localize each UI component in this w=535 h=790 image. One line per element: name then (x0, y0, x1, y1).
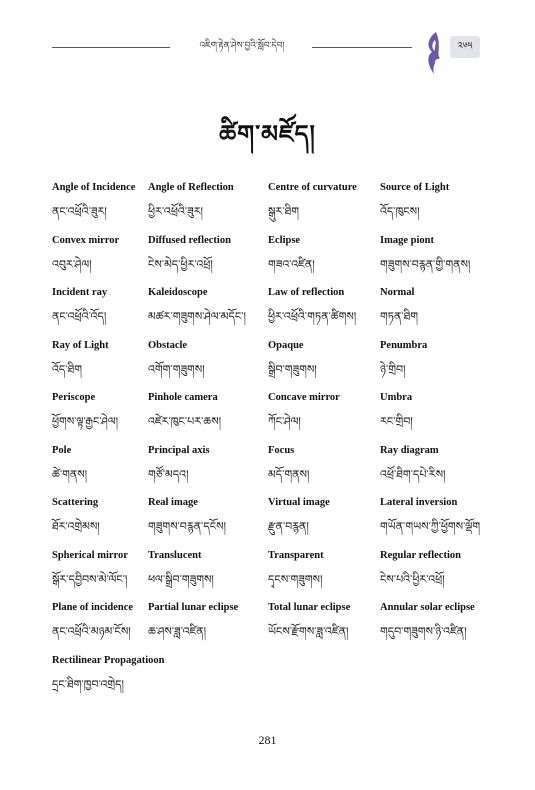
english-term: Pole (52, 444, 72, 456)
glossary-entry (380, 180, 492, 233)
english-term: Rectilinear Propagatioon (52, 654, 165, 666)
english-term: Image piont (380, 234, 434, 246)
glossary-grid (52, 180, 492, 705)
tibetan-term: ཆ་ཤས་ཟླ་འཛིན། (148, 625, 207, 638)
tibetan-term: ནང་འཕྲོའི་ཟུར། (52, 205, 107, 218)
english-term: Angle of Reflection (148, 182, 234, 193)
tibetan-term: རང་གྲིབ། (380, 415, 413, 428)
tibetan-term: སྒྲིབ་གཟུགས། (268, 362, 317, 376)
tibetan-term: གཟའ་འཛིན། (268, 257, 315, 271)
tibetan-term: ངེས་པའི་ཕྱིར་འཕྲོ། (380, 572, 445, 586)
tibetan-term: ངེས་མེད་ཕྱིར་འཕྲོ། (148, 257, 213, 271)
glossary-entry (148, 548, 268, 601)
header-rule-left (52, 47, 170, 48)
tibetan-term: གཙོ་མདའ། (148, 467, 189, 481)
english-term: Kaleidoscope (148, 287, 208, 298)
english-term: Law of reflection (268, 287, 345, 298)
tibetan-term: ཕྱོགས་ལྟ་རྒྱང་ཤེལ། (52, 415, 119, 428)
english-term: Centre of curvature (268, 182, 357, 193)
english-term: Umbra (380, 392, 413, 403)
tibetan-term: ཡོངས་རྫོགས་ཟླ་འཛིན། (268, 625, 349, 638)
tibetan-term: གཟུགས་བརྙན་དངོས། (148, 520, 226, 533)
tibetan-term: ཚེ་གནས། (52, 467, 88, 481)
tibetan-term: མདོ་གནས། (268, 467, 310, 481)
english-term: Ray diagram (380, 444, 439, 456)
english-term: Spherical mirror (52, 549, 128, 561)
english-term: Angle of Incidence (52, 182, 136, 193)
glossary-entry (148, 285, 268, 338)
tibetan-term: གདུབ་གཟུགས་ཉི་འཛིན། (380, 625, 467, 638)
tibetan-term: ནང་འཕྲོའི་མཉམ་ངོས། (52, 625, 131, 638)
glossary-entry (52, 548, 148, 601)
english-term: Convex mirror (52, 234, 120, 246)
tibetan-term: འོད་ཁུངས། (380, 205, 420, 218)
tibetan-term: འཕྲོ་ཐིག་དཔེ་རིས། (380, 467, 446, 481)
english-term: Periscope (52, 392, 96, 403)
english-term: Regular reflection (380, 549, 461, 561)
tibetan-term: སྒུར་ཐིག (268, 205, 299, 218)
tibetan-term: འབུར་ཤེལ། (52, 257, 92, 271)
glossary-entry (52, 338, 148, 391)
glossary-entry (268, 443, 380, 496)
tibetan-term: གཟུགས་བརྙན་གྱི་གནས། (380, 257, 471, 271)
glossary-entry (52, 443, 148, 496)
glossary-entry (148, 338, 268, 391)
tibetan-term: འགོག་གཟུགས། (148, 362, 205, 376)
tibetan-term: རྫུན་བརྙན། (268, 520, 309, 533)
glossary-entry (268, 285, 380, 338)
tibetan-term: དྲང་ཐིག་ཁྱབ་འགྲེད། (52, 677, 124, 691)
glossary-entry (52, 390, 148, 443)
tibetan-term: ཐོར་འགྲེམས། (52, 520, 100, 533)
english-term: Ray of Light (52, 339, 109, 351)
english-term: Plane of incidence (52, 602, 134, 613)
glossary-entry (268, 233, 380, 286)
tibetan-term: གཏན་ཐིག (380, 310, 419, 323)
tibetan-term: མཚར་གཟུགས་ཤེལ་མདོང་། (148, 310, 246, 323)
glossary-entry (380, 443, 492, 496)
glossary-entry (380, 338, 492, 391)
english-term: Partial lunar eclipse (148, 602, 239, 613)
glossary-entry (268, 600, 380, 653)
english-term: Total lunar eclipse (268, 602, 351, 613)
tibetan-term: ནང་འཕྲོའི་འོད། (52, 310, 107, 323)
glossary-entry (52, 180, 148, 233)
english-term: Pinhole camera (148, 392, 218, 403)
glossary-entry (52, 600, 148, 653)
glossary-entry (268, 390, 380, 443)
glossary-entry (52, 285, 148, 338)
running-header-title: འཇིག་རྟེན་ཤེས་བྱའི་སློབ་དེབ། (199, 41, 285, 51)
glossary-entry (268, 548, 380, 601)
glossary-entry (380, 233, 492, 286)
tibetan-term: དྭངས་གཟུགས། (268, 572, 323, 586)
glossary-entry (148, 233, 268, 286)
glossary-entry (268, 338, 380, 391)
header-rule-right (312, 47, 412, 48)
tibetan-term: འཛེར་ཁུང་པར་ཆས། (148, 415, 222, 428)
glossary-entry (148, 495, 268, 548)
english-term: Obstacle (148, 339, 188, 351)
english-term: Source of Light (380, 182, 450, 193)
tibetan-term: གཡོན་གཡས་ཀྱི་ཕྱོགས་ལྡོག (380, 520, 481, 533)
english-term: Translucent (148, 549, 202, 561)
english-term: Annular solar eclipse (380, 602, 475, 613)
flame-ornament-icon (422, 30, 448, 76)
glossary-entry (52, 653, 165, 706)
glossary-entry (52, 495, 148, 548)
glossary-entry (380, 285, 492, 338)
english-term: Focus (268, 444, 295, 456)
tibetan-term: སྒོར་དབྱིབས་མེ་ལོང་། (52, 572, 128, 586)
glossary-entry (52, 233, 148, 286)
english-term: Real image (148, 497, 198, 508)
english-term: Opaque (268, 339, 304, 351)
tibetan-term: ཕལ་སྒྲིབ་གཟུགས། (148, 572, 214, 586)
tibetan-term: ཕྱིར་འཕྲོའི་གཏན་ཚིགས། (268, 310, 357, 323)
glossary-entry (380, 495, 492, 548)
english-term: Incident ray (52, 287, 108, 298)
glossary-entry (380, 390, 492, 443)
folio-number: ༢༦༥ (450, 36, 480, 58)
page-number: 281 (258, 733, 277, 747)
english-term: Lateral inversion (380, 497, 458, 508)
glossary-entry (148, 600, 268, 653)
folio-badge (422, 30, 480, 76)
tibetan-term: ཉེ་གྲིབ། (380, 362, 406, 376)
glossary-entry (148, 443, 268, 496)
tibetan-term: འོད་ཐིག (52, 362, 82, 376)
page-title: ཚིག་མཛོད། (219, 119, 316, 148)
english-term: Virtual image (268, 497, 330, 508)
tibetan-term: ཀོང་ཤེལ། (268, 415, 301, 428)
glossary-entry (148, 180, 268, 233)
page-header (0, 0, 535, 80)
english-term: Transparent (268, 549, 324, 561)
glossary-entry (148, 390, 268, 443)
english-term: Scattering (52, 497, 99, 508)
english-term: Eclipse (268, 234, 301, 246)
english-term: Normal (380, 287, 415, 298)
glossary-entry (380, 548, 492, 601)
glossary-entry (268, 495, 380, 548)
tibetan-term: ཕྱིར་འཕྲོའི་ཟུར། (148, 205, 203, 218)
english-term: Diffused reflection (148, 234, 231, 246)
glossary-entry (268, 180, 380, 233)
glossary-entry (380, 600, 492, 653)
english-term: Principal axis (148, 444, 210, 456)
english-term: Concave mirror (268, 392, 340, 403)
english-term: Penumbra (380, 339, 428, 351)
